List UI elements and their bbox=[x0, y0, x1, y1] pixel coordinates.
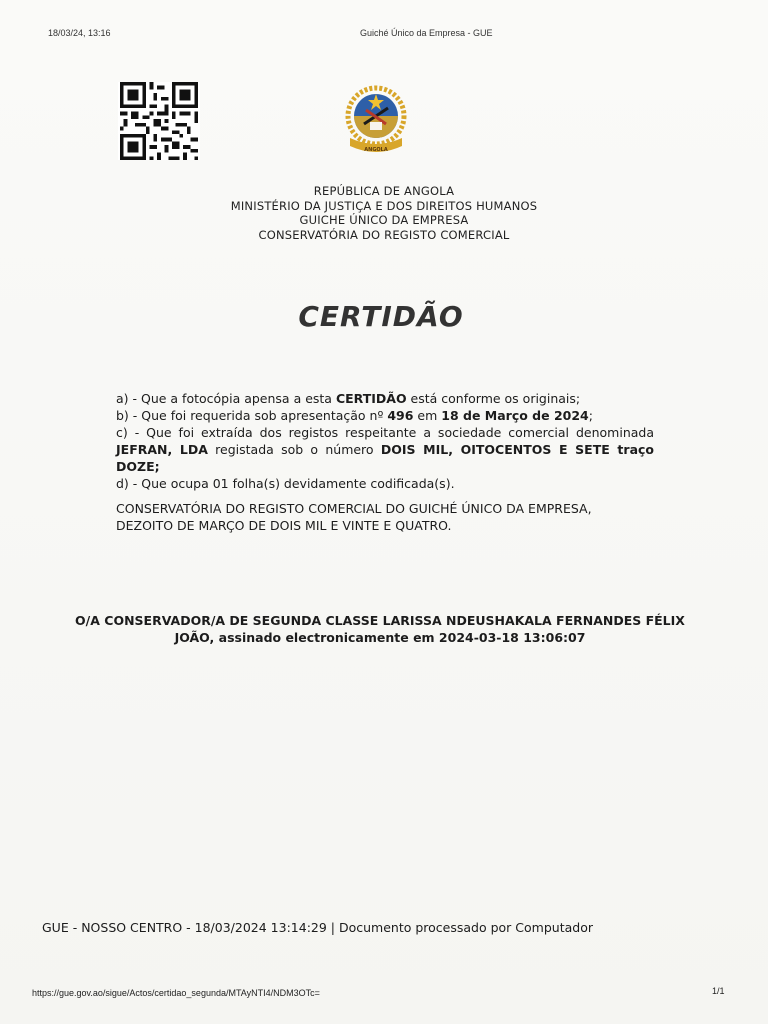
coat-of-arms-icon bbox=[344, 80, 408, 162]
processing-footer: GUE - NOSSO CENTRO - 18/03/2024 13:14:29 | Documento processado por Computador bbox=[42, 920, 593, 935]
print-datetime: 18/03/24, 13:16 bbox=[48, 28, 111, 38]
page-url: https://gue.gov.ao/sigue/Actos/certidao_segunda/MTAyNTI4/NDM3OTc= bbox=[32, 988, 320, 998]
print-title: Guiché Único da Empresa - GUE bbox=[360, 28, 493, 38]
signature-line-2: JOÃO, assinado electronicamente em 2024-03-18 13:06:07 bbox=[174, 630, 586, 645]
closing-line-2: DEZOITO DE MARÇO DE DOIS MIL E VINTE E QUATRO. bbox=[116, 518, 452, 533]
issuer-header bbox=[0, 184, 768, 242]
signature-line-1: O/A CONSERVADOR/A DE SEGUNDA CLASSE LARISSA NDEUSHAKALA FERNANDES FÉLIX bbox=[75, 613, 685, 628]
emblem-label: ANGOLA bbox=[364, 147, 388, 153]
item-c: c) - Que foi extraída dos registos respeitante a sociedade comercial denominada JEFRAN, LDA registada sob o número DOIS MIL, OITOCENTOS E SETE traço DOZE; bbox=[116, 425, 655, 474]
closing-line-1: CONSERVATÓRIA DO REGISTO COMERCIAL DO GUICHÉ ÚNICO DA EMPRESA, bbox=[116, 501, 592, 516]
qr-code-icon bbox=[118, 82, 200, 160]
closing-statement bbox=[116, 500, 654, 534]
header-conservatoria: CONSERVATÓRIA DO REGISTO COMERCIAL bbox=[258, 227, 510, 242]
header-ministry: MINISTÉRIO DA JUSTIÇA E DOS DIREITOS HUMANOS bbox=[230, 198, 538, 213]
header-guiche: GUICHE ÚNICO DA EMPRESA bbox=[299, 213, 469, 227]
item-b: b) - Que foi requerida sob apresentação nº 496 em 18 de Março de 2024; bbox=[116, 408, 593, 423]
item-d: d) - Que ocupa 01 folha(s) devidamente codificada(s). bbox=[116, 476, 455, 491]
header-republic: REPÚBLICA DE ANGOLA bbox=[313, 184, 455, 198]
certificate-items bbox=[116, 390, 654, 492]
document-title: CERTIDÃO bbox=[298, 300, 464, 333]
page-count: 1/1 bbox=[712, 986, 725, 996]
signature-block bbox=[40, 612, 720, 646]
item-a: a) - Que a fotocópia apensa a esta CERTIDÃO está conforme os originais; bbox=[116, 391, 581, 406]
